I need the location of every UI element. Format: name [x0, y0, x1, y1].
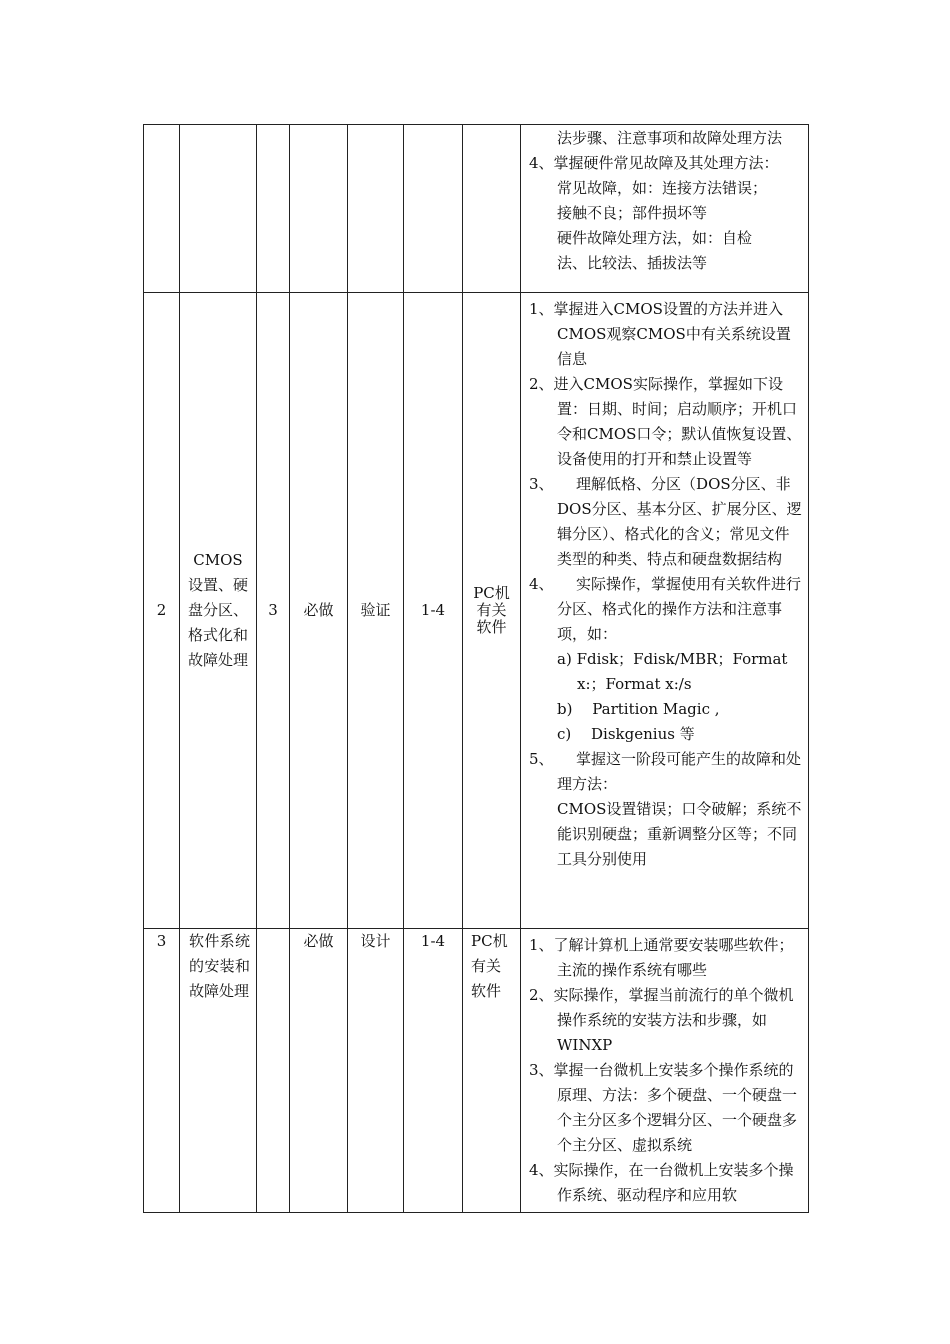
- content-item: 5、 掌握这一阶段可能产生的故障和处理方法：: [529, 750, 802, 793]
- cell-group: 1-4: [404, 293, 463, 929]
- content-item: CMOS设置错误；口令破解；系统不能识别硬盘；重新调整分区等；不同工具分别使用: [557, 800, 802, 868]
- cell-type: [348, 125, 404, 293]
- content-item: 4、实际操作，在一台微机上安装多个操作系统、驱动程序和应用软: [529, 1161, 794, 1204]
- cell-name: [180, 293, 257, 929]
- content-item: 4、 实际操作，掌握使用有关软件进行分区、格式化的操作方法和注意事项，如：: [529, 575, 802, 643]
- cell-name: [180, 125, 257, 293]
- content-line: 常见故障，如：连接方法错误；: [557, 179, 768, 197]
- content-item: a) Fdisk；Fdisk/MBR；Format x:；Format x:/s: [557, 650, 788, 693]
- cell-req: [290, 125, 348, 293]
- equipment-label: PC机有关软件: [473, 584, 510, 636]
- cell-equip: [463, 125, 521, 293]
- cell-equip: [463, 293, 521, 929]
- cell-type: 设计: [348, 929, 404, 1213]
- content-line: 4、掌握硬件常见故障及其处理方法：: [529, 154, 779, 172]
- content-item: 3、 理解低格、分区（DOS分区、非DOS分区、基本分区、扩展分区、逻辑分区）、格式化的含义；常见文件类型的种类、特点和硬盘数据结构: [529, 475, 802, 568]
- cell-content: [521, 929, 809, 1213]
- content-line: 法步骤、注意事项和故障处理方法: [557, 129, 783, 147]
- experiment-name: 软件系统的安装和故障处理: [189, 932, 250, 1000]
- content-item: 1、掌握进入CMOS设置的方法并进入CMOS观察CMOS中有关系统设置信息: [529, 300, 791, 368]
- cell-type: 验证: [348, 293, 404, 929]
- table-row: [144, 929, 809, 1213]
- content-item: b) Partition Magic ,: [557, 700, 720, 718]
- content-item: 2、实际操作，掌握当前流行的单个微机操作系统的安装方法和步骤，如WINXP: [529, 986, 794, 1054]
- cell-no: [144, 125, 180, 293]
- cell-name: [180, 929, 257, 1213]
- cell-group: [404, 125, 463, 293]
- content-item: 2、进入CMOS实际操作，掌握如下设置：日期、时间；启动顺序；开机口令和CMOS口令；默认值恢复设置、设备使用的打开和禁止设置等: [529, 375, 802, 468]
- content-line: 接触不良；部件损坏等: [557, 204, 708, 222]
- cell-content: [521, 293, 809, 929]
- course-table: [143, 124, 809, 1213]
- cell-group: 1-4: [404, 929, 463, 1213]
- experiment-name: CMOS设置、硬盘分区、格式化和故障处理: [188, 551, 249, 669]
- cell-hours: [257, 125, 290, 293]
- content-line: 法、比较法、插拔法等: [557, 254, 708, 272]
- equipment-label: PC机有关软件: [471, 932, 508, 1000]
- cell-equip: [463, 929, 521, 1213]
- content-item: 1、了解计算机上通常要安装哪些软件；主流的操作系统有哪些: [529, 936, 794, 979]
- cell-req: 必做: [290, 929, 348, 1213]
- content-line: 硬件故障处理方法，如：自检: [557, 229, 753, 247]
- table-row: [144, 293, 809, 929]
- table-row: [144, 125, 809, 293]
- content-item: 3、掌握一台微机上安装多个操作系统的原理、方法：多个硬盘、一个硬盘一个主分区多个逻辑分区、一个硬盘多个主分区、虚拟系统: [529, 1061, 798, 1154]
- cell-no: 3: [144, 929, 180, 1213]
- cell-hours: [257, 929, 290, 1213]
- cell-content: [521, 125, 809, 293]
- cell-hours: 3: [257, 293, 290, 929]
- cell-no: 2: [144, 293, 180, 929]
- content-item: c) Diskgenius 等: [557, 725, 695, 743]
- cell-req: 必做: [290, 293, 348, 929]
